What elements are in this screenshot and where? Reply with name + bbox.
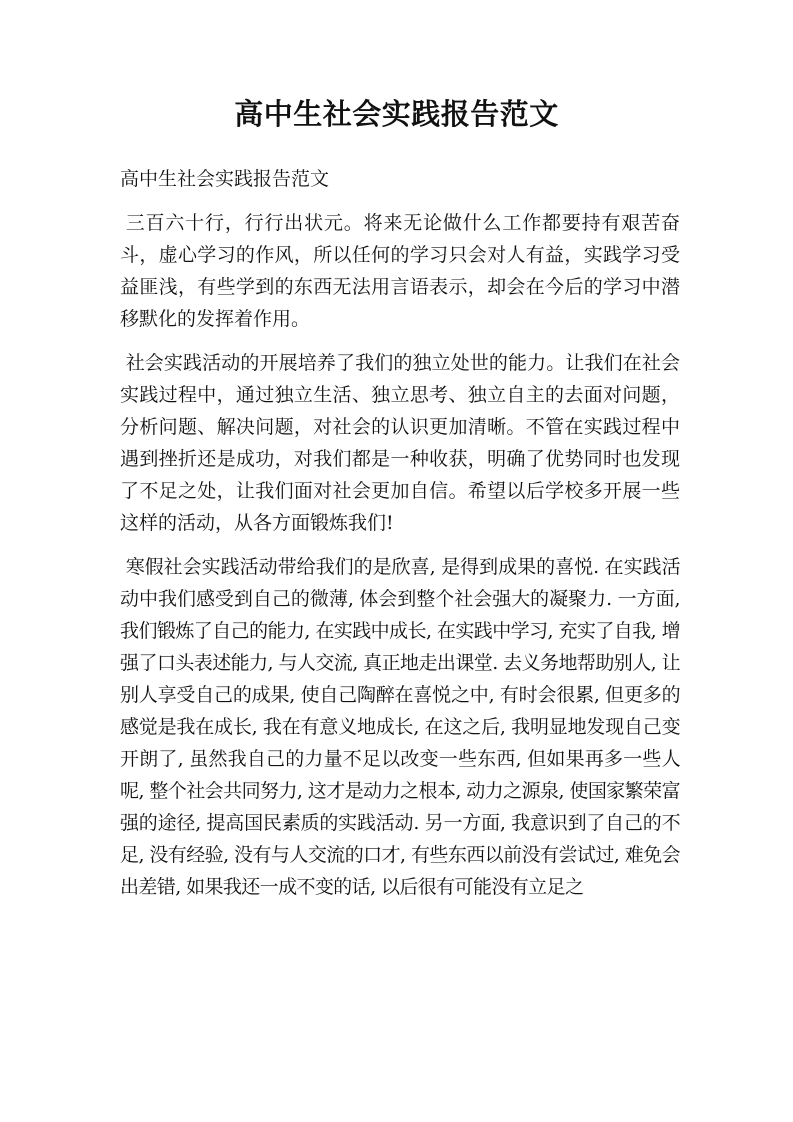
paragraph-2: 社会实践活动的开展培养了我们的独立处世的能力。让我们在社会实践过程中，通过独立生活、独立思考、独立自主的去面对问题，分析问题、解决问题，对社会的认识更加清晰。不管在实践过程中遇到挫折还是成功，对我们都是一种收获，明确了优势同时也发现了不足之处，让我们面对社会更加自信。希望以后学校多开展一些这样的活动，从各方面锻炼我们! [120, 352, 680, 534]
paragraph-1: 三百六十行，行行出状元。将来无论做什么工作都要持有艰苦奋斗，虚心学习的作风，所以任何的学习只会对人有益，实践学习受益匪浅，有些学到的东西无法用言语表示，却会在今后的学习中潜移默化的发挥着作用。 [120, 212, 680, 330]
paragraph-3: 寒假社会实践活动带给我们的是欣喜, 是得到成果的喜悦. 在实践活动中我们感受到自己的微薄, 体会到整个社会强大的凝聚力. 一方面, 我们锻炼了自己的能力, 在实践中成长, 在实践中学习, 充实了自我, 增强了口头表述能力, 与人交流, 真正地走出课堂. 去义务地帮助别人, 让别人享受自己的成果, 使自己陶醉在喜悦之中, 有时会很累, 但更多的感觉是我在成长, 我在有意义地成长, 在这之后, 我明显地发现自己变开朗了, 虽然我自己的力量不足以改变一些东西, 但如果再多一些人 呢, 整个社会共同努力, 这才是动力之根本, 动力之源泉, 使国家繁荣富强的途径, 提高国民素质的实践活动. 另一方面, 我意识到了自己的不足, 没有经验, 没有与人交流的口才, 有些东西以前没有尝试过, 难免会出差错, 如果我还一成不变的话, 以后很有可能没有立足之 [120, 556, 680, 898]
document-subtitle: 高中生社会实践报告范文 [120, 168, 330, 190]
document-title: 高中生社会实践报告范文 [234, 97, 559, 131]
document-body [120, 163, 680, 915]
